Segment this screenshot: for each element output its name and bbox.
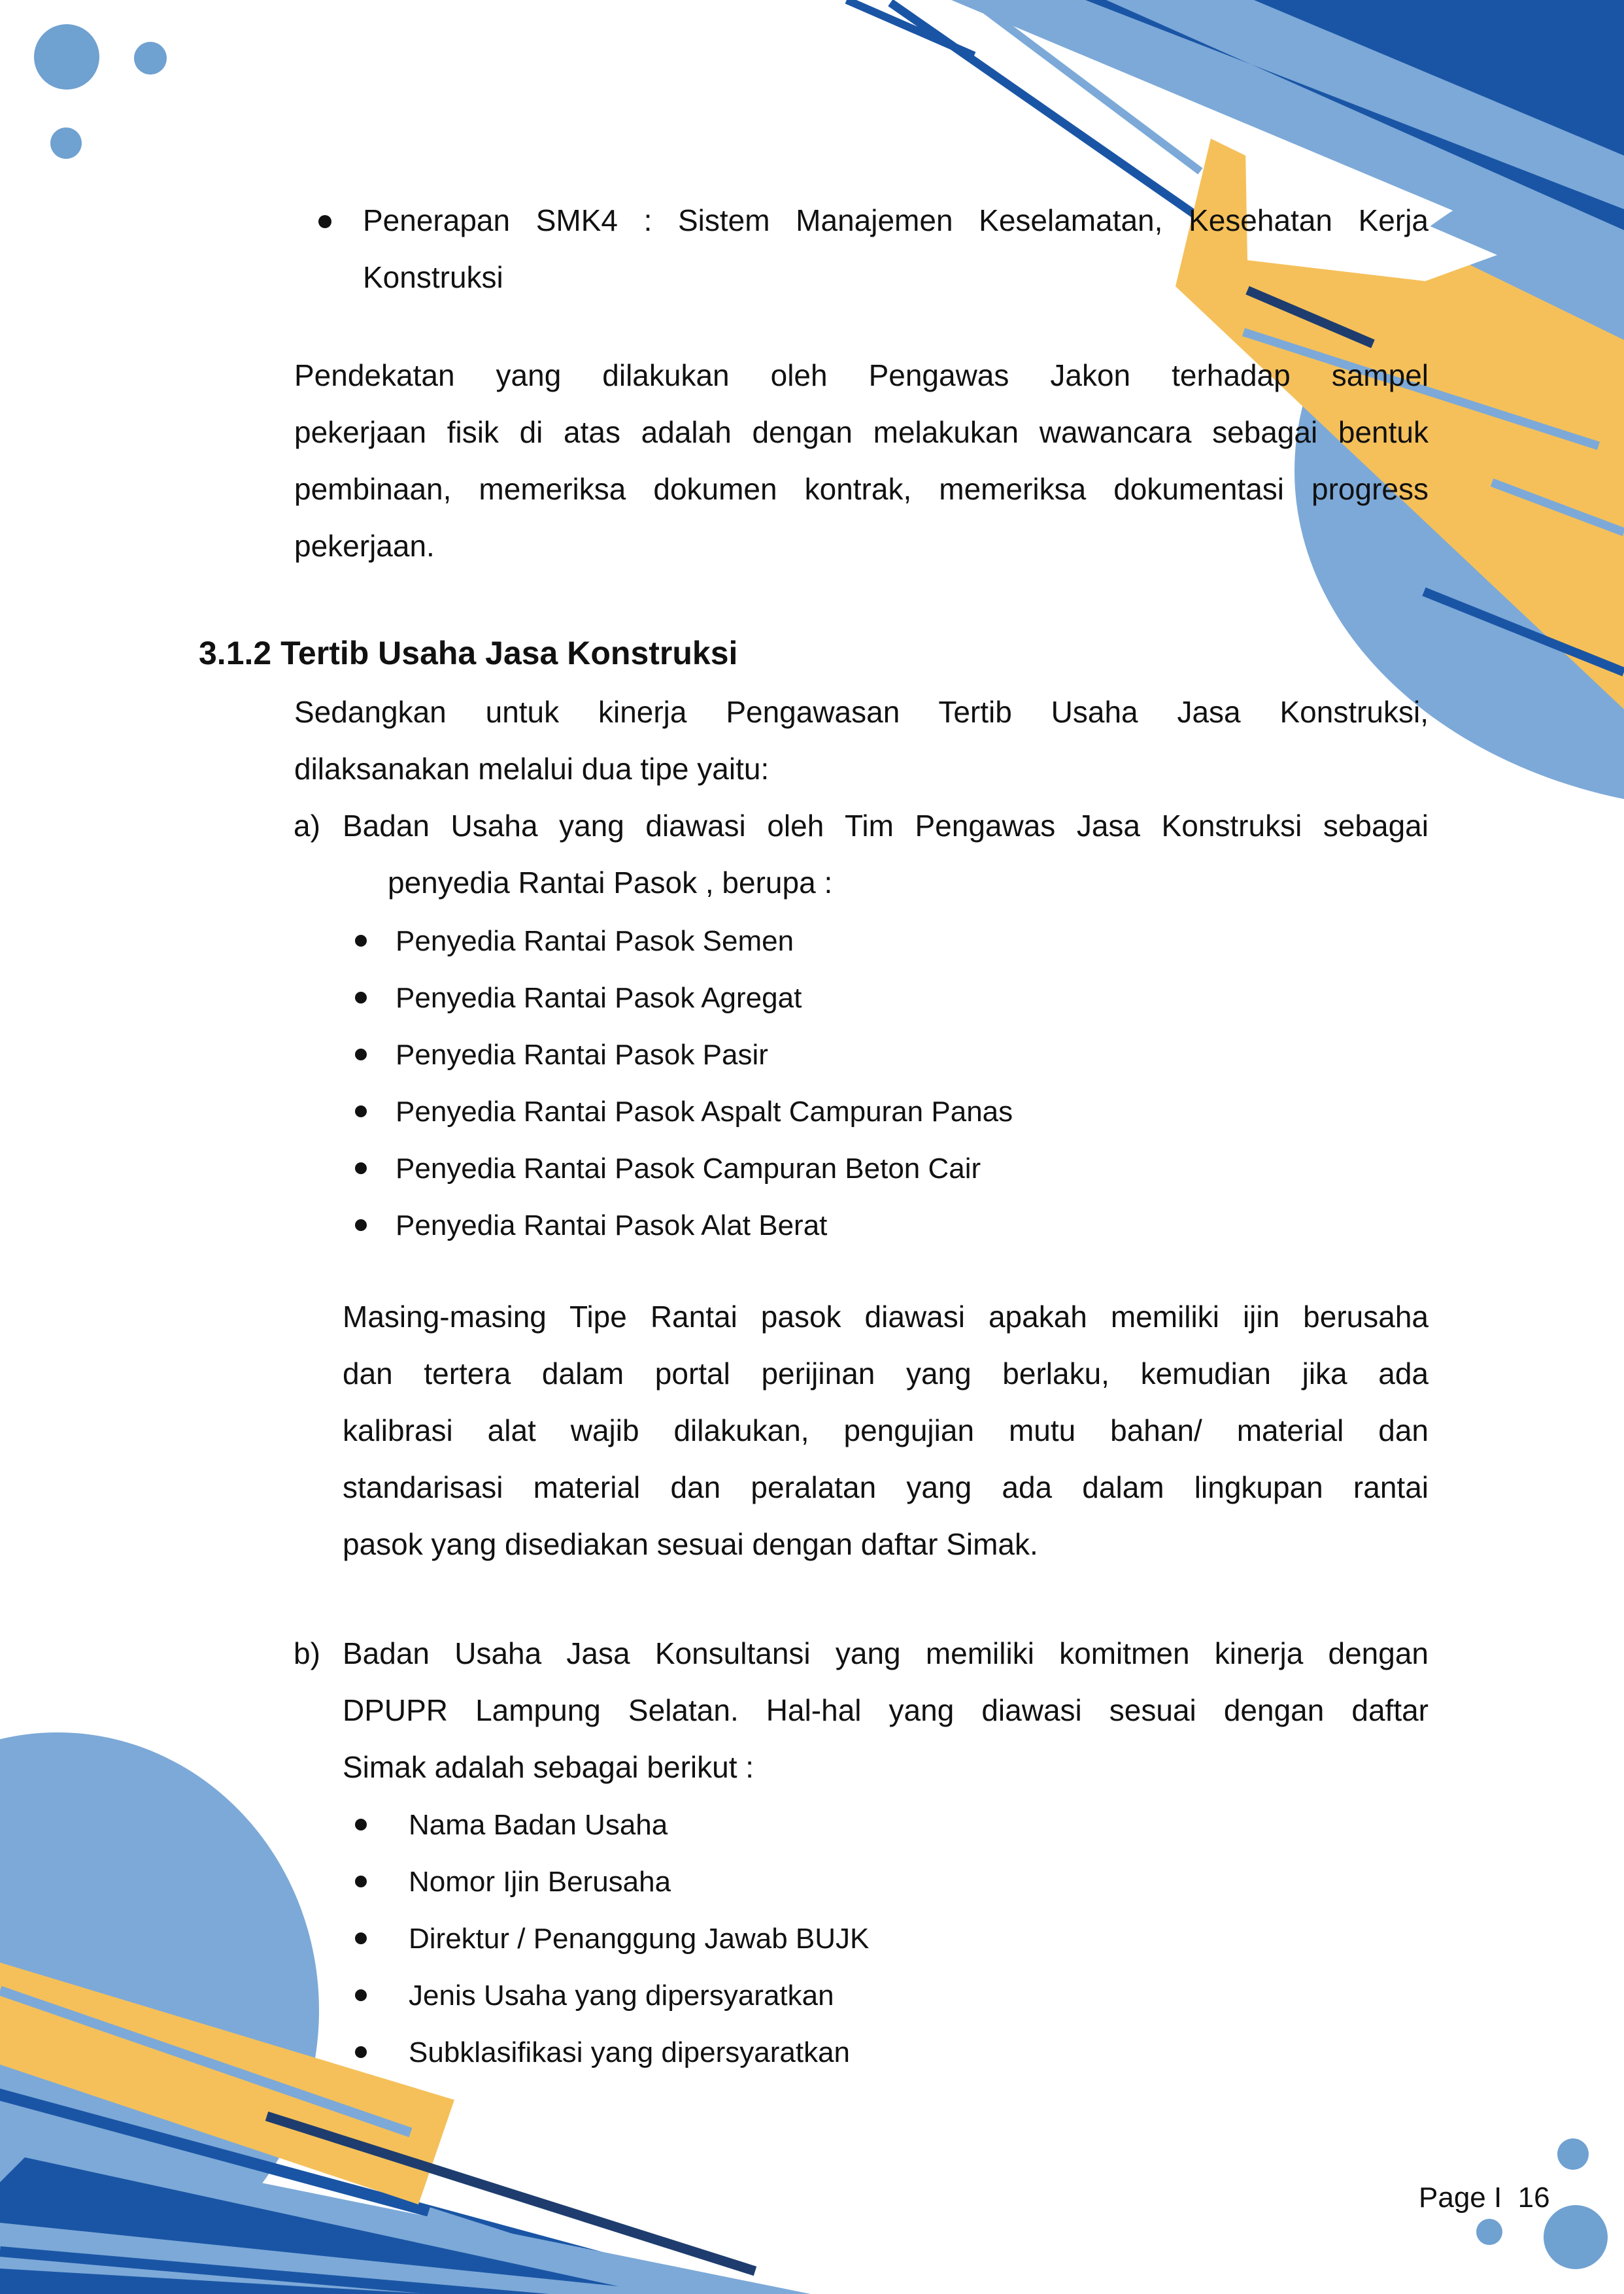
list-item-line: Badan Usaha Jasa Konsultansi yang memiliki komitmen kinerja dengan <box>343 1636 1429 1670</box>
list-item: Penyedia Rantai Pasok Pasir <box>396 1039 768 1071</box>
list-item-marker: a) <box>294 809 320 843</box>
paragraph-line: standarisasi material dan peralatan yang ada dalam lingkupan rantai <box>343 1470 1429 1504</box>
page-number: Page I 16 <box>1419 2182 1550 2214</box>
bullet-icon <box>355 1219 367 1231</box>
list-item: Penyedia Rantai Pasok Aspalt Campuran Panas <box>396 1096 1013 1128</box>
paragraph-line: pembinaan, memeriksa dokumen kontrak, memeriksa dokumentasi progress <box>294 472 1429 506</box>
bullet-icon <box>355 992 367 1004</box>
circle-icon <box>34 24 99 90</box>
bullet-icon <box>355 1049 367 1060</box>
list-item: Jenis Usaha yang dipersyaratkan <box>409 1980 834 2012</box>
circle-icon <box>1544 2205 1608 2269</box>
list-item: Penyedia Rantai Pasok Semen <box>396 925 794 957</box>
bullet-icon <box>355 1932 367 1944</box>
paragraph-line: pekerjaan. <box>294 529 435 563</box>
list-item-line: Simak adalah sebagai berikut : <box>343 1750 754 1784</box>
paragraph-line: kalibrasi alat wajib dilakukan, pengujian mutu bahan/ material dan <box>343 1413 1429 1447</box>
list-item: Nama Badan Usaha <box>409 1809 668 1841</box>
circle-icon <box>134 42 167 75</box>
paragraph-line: pekerjaan fisik di atas adalah dengan melakukan wawancara sebagai bentuk <box>294 415 1429 449</box>
bullet-icon <box>318 215 331 228</box>
top-left-circles-decoration <box>34 24 167 159</box>
bullet-icon <box>355 2046 367 2058</box>
list-item: Penyedia Rantai Pasok Campuran Beton Cair <box>396 1153 981 1185</box>
list-item-line: DPUPR Lampung Selatan. Hal-hal yang diawasi sesuai dengan daftar <box>343 1693 1429 1727</box>
list-item: Nomor Ijin Berusaha <box>409 1866 671 1898</box>
list-item-line: Badan Usaha yang diawasi oleh Tim Pengawas Jasa Konstruksi sebagai <box>343 809 1429 843</box>
circle-icon <box>1557 2138 1589 2170</box>
paragraph-line: Pendekatan yang dilakukan oleh Pengawas Jakon terhadap sampel <box>294 358 1429 392</box>
bullet-icon <box>355 1876 367 1887</box>
list-item: Direktur / Penanggung Jawab BUJK <box>409 1923 870 1955</box>
bullet-icon <box>355 1819 367 1830</box>
circle-icon <box>50 127 82 159</box>
paragraph-line: dilaksanakan melalui dua tipe yaitu: <box>294 752 770 786</box>
bullet-icon <box>355 1105 367 1117</box>
paragraph-line: Masing-masing Tipe Rantai pasok diawasi apakah memiliki ijin berusaha <box>343 1300 1429 1334</box>
bullet-icon <box>355 1162 367 1174</box>
list-item-marker: b) <box>294 1636 320 1670</box>
list-item: Penyedia Rantai Pasok Agregat <box>396 982 802 1014</box>
list-item: Subklasifikasi yang dipersyaratkan <box>409 2036 851 2068</box>
list-item: Penyedia Rantai Pasok Alat Berat <box>396 1209 828 1241</box>
bullet-icon <box>355 935 367 947</box>
paragraph-line: dan tertera dalam portal perijinan yang berlaku, kemudian jika ada <box>343 1357 1429 1391</box>
smk4-bullet-line: Penerapan SMK4 : Sistem Manajemen Keselamatan, Kesehatan Kerja <box>363 203 1429 237</box>
smk4-bullet-line: Konstruksi <box>363 260 503 294</box>
bullet-icon <box>355 1989 367 2001</box>
paragraph-line: Sedangkan untuk kinerja Pengawasan Tertib Usaha Jasa Konstruksi, <box>294 695 1429 729</box>
paragraph-line: pasok yang disediakan sesuai dengan daftar Simak. <box>343 1527 1038 1561</box>
list-item-line: penyedia Rantai Pasok , berupa : <box>388 866 833 900</box>
section-heading: 3.1.2 Tertib Usaha Jasa Konstruksi <box>199 635 738 671</box>
